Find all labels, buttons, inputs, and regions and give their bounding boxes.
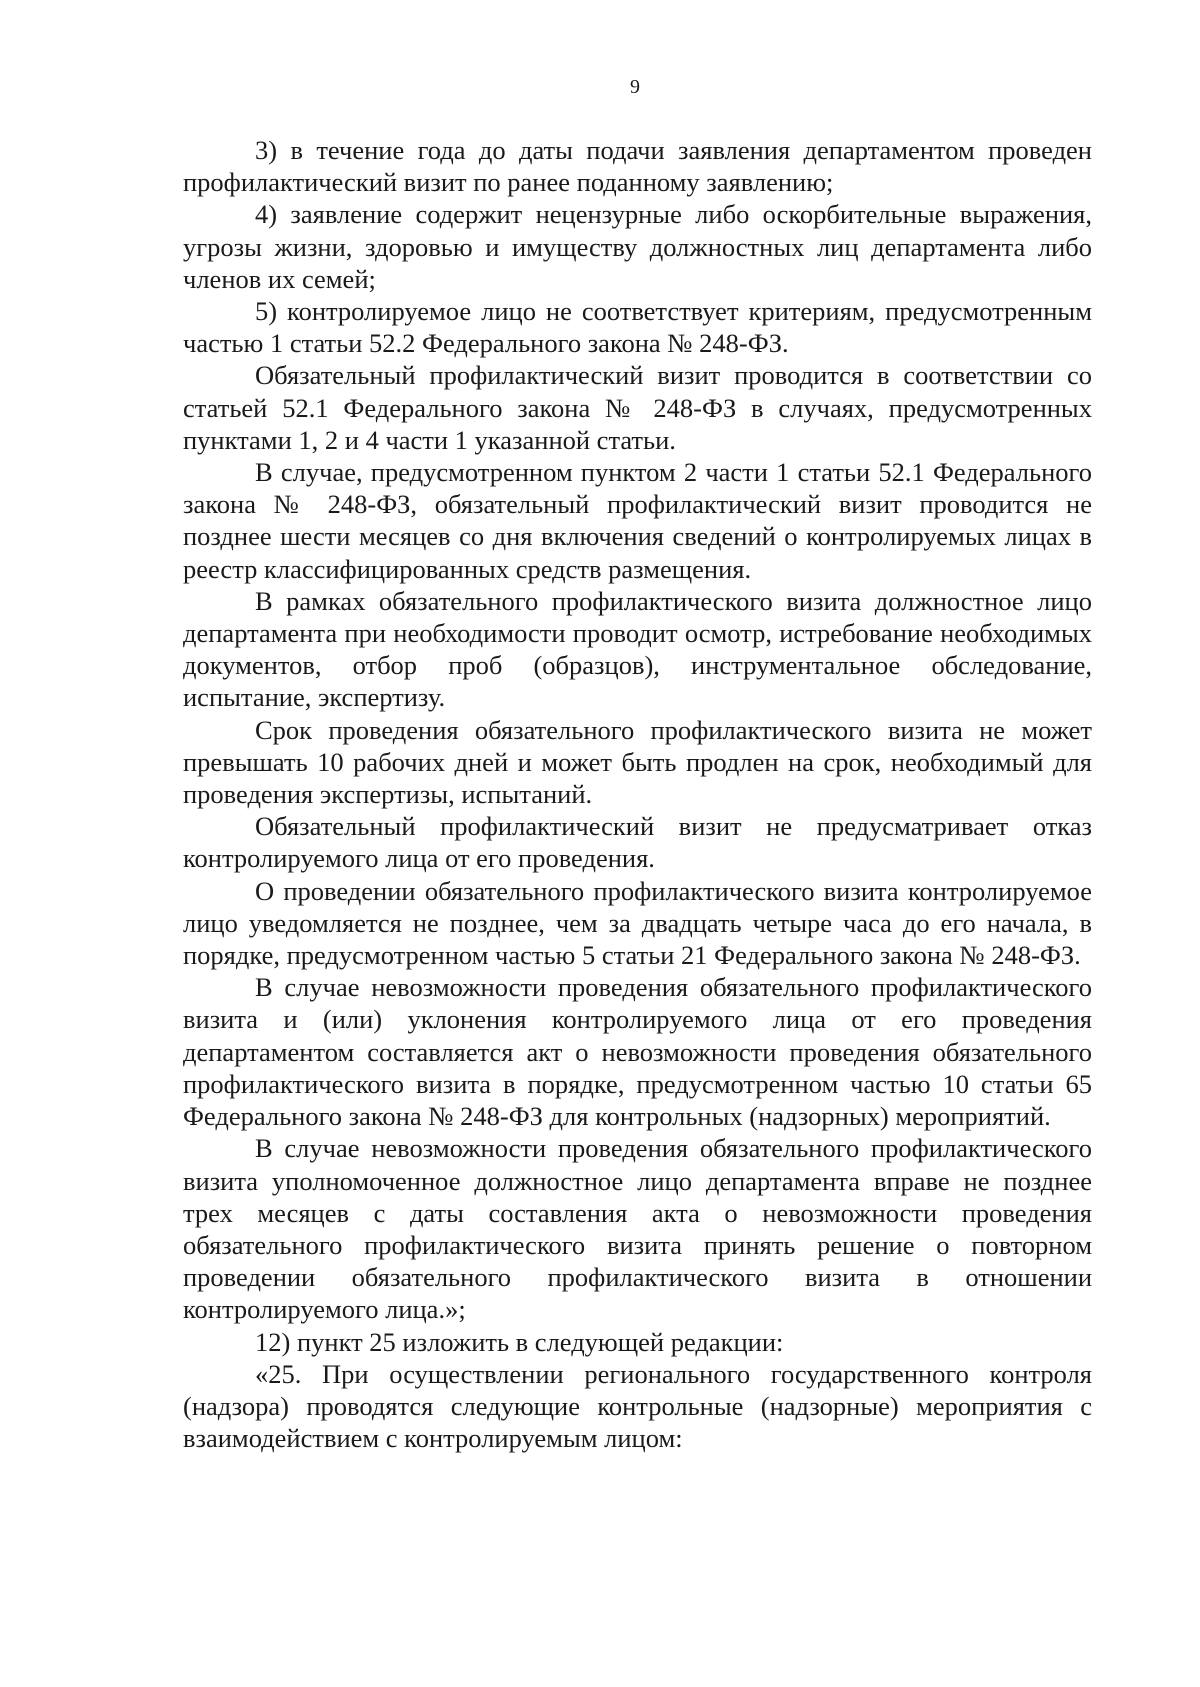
paragraph: Обязательный профилактический визит не предусматривает отказ контролируемого лица от его проведения. bbox=[183, 811, 1092, 874]
paragraph: Обязательный профилактический визит проводится в соответствии со статьей 52.1 Федерального закона № 248-ФЗ в случаях, предусмотренных пунктами 1, 2 и 4 части 1 указанной статьи. bbox=[183, 360, 1092, 455]
paragraph: О проведении обязательного профилактического визита контролируемое лицо уведомляется не позднее, чем за двадцать четыре часа до его начала, в порядке, предусмотренном частью 5 статьи 21 Федерального закона № 248-ФЗ. bbox=[183, 875, 1092, 971]
paragraph: В случае, предусмотренном пунктом 2 части 1 статьи 52.1 Федерального закона № 248-ФЗ, обязательный профилактический визит проводится не позднее шести месяцев со дня включения сведений о контролируемых лицах в реестр классифицированных средств размещения. bbox=[183, 457, 1092, 584]
paragraph: 3) в течение года до даты подачи заявления департаментом проведен профилактический визит по ранее поданному заявлению; bbox=[183, 135, 1092, 198]
paragraph: В рамках обязательного профилактического визита должностное лицо департамента при необходимости проводит осмотр, истребование необходимых документов, отбор проб (образцов), инструментальное обследование, испытание, экспертизу. bbox=[183, 585, 1092, 713]
page-number: 9 bbox=[630, 76, 640, 98]
paragraph: 4) заявление содержит нецензурные либо оскорбительные выражения, угрозы жизни, здоровью и имуществу должностных лиц департамента либо членов их семей; bbox=[183, 199, 1092, 294]
paragraph: 5) контролируемое лицо не соответствует критериям, предусмотренным частью 1 статьи 52.2 Федерального закона № 248-ФЗ. bbox=[183, 296, 1092, 359]
paragraph: 12) пункт 25 изложить в следующей редакции: bbox=[255, 1326, 784, 1357]
paragraph: В случае невозможности проведения обязательного профилактического визита уполномоченное должностное лицо департамента вправе не позднее трех месяцев с даты составления акта о невозможности проведения обязательного профилактического визита принять решение о повторном проведении обязательного профилактического визита в отношении контролируемого лица.»; bbox=[183, 1133, 1092, 1325]
document-body bbox=[183, 134, 1092, 1454]
paragraph: «25. При осуществлении регионального государственного контроля (надзора) проводятся следующие контрольные (надзорные) мероприятия с взаимодействием с контролируемым лицом: bbox=[183, 1358, 1092, 1454]
paragraph: В случае невозможности проведения обязательного профилактического визита и (или) уклонения контролируемого лица от его проведения департаментом составляется акт о невозможности проведения обязательного профилактического визита в порядке, предусмотренном частью 10 статьи 65 Федерального закона № 248-ФЗ для контрольных (надзорных) мероприятий. bbox=[183, 972, 1092, 1132]
paragraph: Срок проведения обязательного профилактического визита не может превышать 10 рабочих дней и может быть продлен на срок, необходимый для проведения экспертизы, испытаний. bbox=[183, 714, 1092, 810]
